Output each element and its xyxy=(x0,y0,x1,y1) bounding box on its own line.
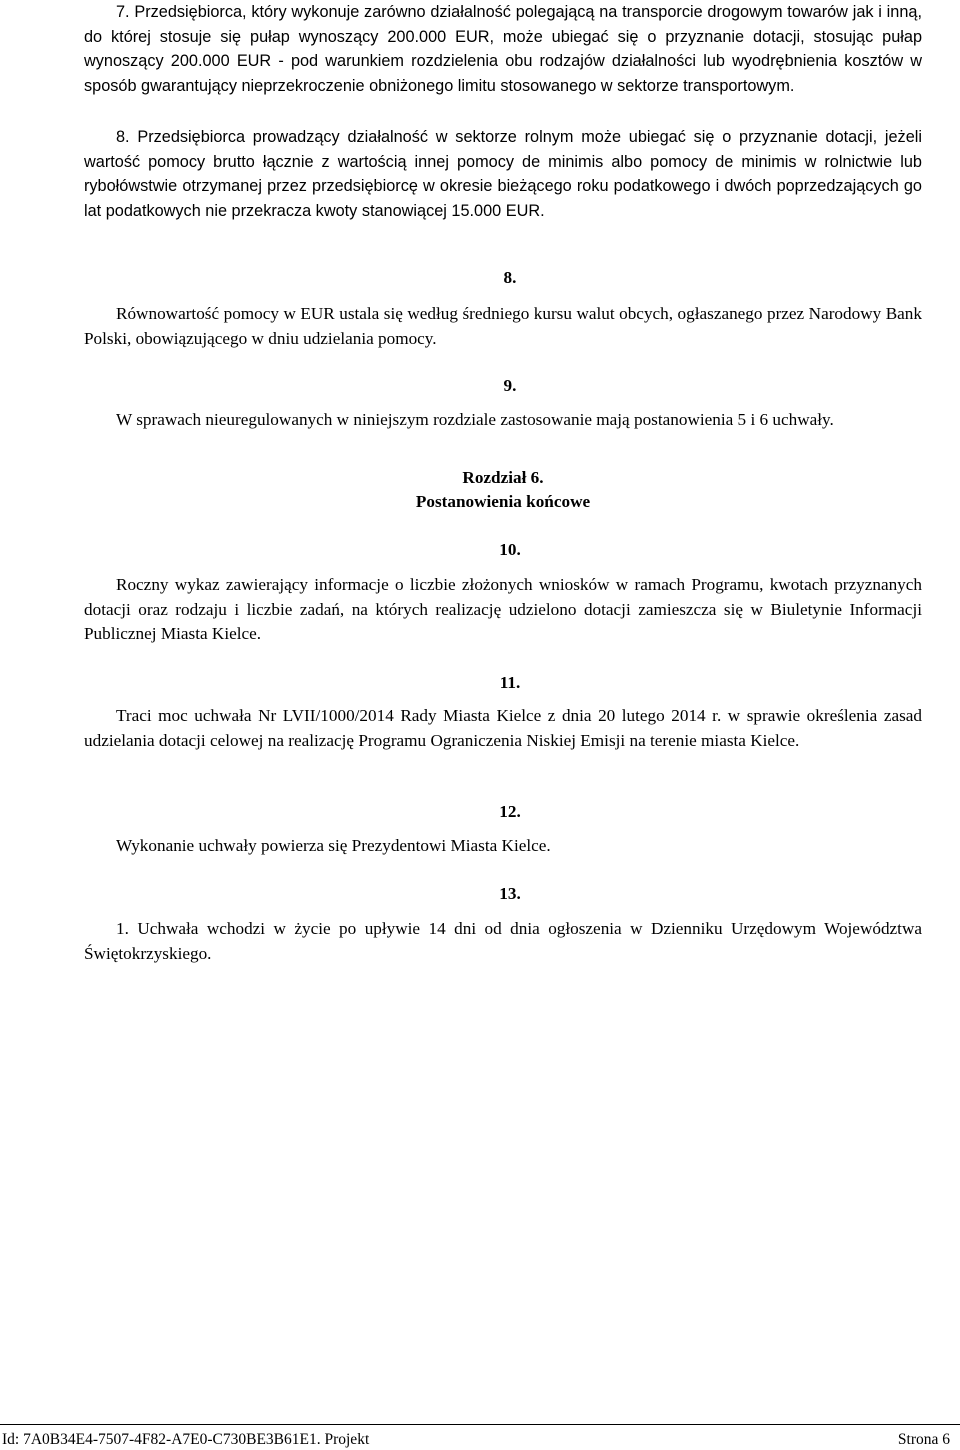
section-8-text: Równowartość pomocy w EUR ustala się według średniego kursu walut obcych, ogłaszanego przez Narodowy Bank Polski, obowiązującego w dniu udzielania pomocy. xyxy=(84,304,922,348)
page-footer xyxy=(0,1424,960,1450)
section-13-heading: 13. xyxy=(499,884,521,903)
section-12-heading: 12. xyxy=(499,802,521,821)
section-9-heading: 9. xyxy=(503,376,517,395)
section-11-text: Traci moc uchwała Nr LVII/1000/2014 Rady Miasta Kielce z dnia 20 lutego 2014 r. w sprawie określenia zasad udzielania dotacji celowej na realizację Programu Ograniczenia Niskiej Emisji na terenie miasta Kielce. xyxy=(84,706,922,750)
page-number: Strona 6 xyxy=(897,1431,950,1448)
chapter-title: Rozdział 6. xyxy=(462,468,544,487)
section-11-heading: 11. xyxy=(499,673,521,692)
section-13-text: 1. Uchwała wchodzi w życie po upływie 14 dni od dnia ogłoszenia w Dzienniku Urzędowym Województwa Świętokrzyskiego. xyxy=(84,919,922,963)
document-id: Id: 7A0B34E4-7507-4F82-A7E0-C730BE3B61E1. Projekt xyxy=(2,1431,370,1448)
paragraph-8: 8. Przedsiębiorca prowadzący działalność w sektorze rolnym może ubiegać się o przyznanie dotacji, jeżeli wartość pomocy brutto łącznie z wartością innej pomocy de minimis albo pomocy de minimis w rolnictwie lub rybołówstwie otrzymanej przez przedsiębiorcę w okresie bieżącego roku podatkowego i dwóch poprzedzających go lat podatkowych nie przekracza kwoty stanowiącej 15.000 EUR. xyxy=(84,128,922,221)
paragraph-7: 7. Przedsiębiorca, który wykonuje zarówno działalność polegającą na transporcie drogowym towarów jak i inną, do której stosuje się pułap wynoszący 200.000 EUR, może ubiegać się o przyznanie dotacji, stosując pułap wynoszący 200.000 EUR - pod warunkiem rozdzielenia obu rodzajów działalności lub wyodrębnienia kosztów w sposób gwarantujący nieprzekroczenie obniżonego limitu stosowanego w sektorze transportowym. xyxy=(84,3,922,96)
section-10-heading: 10. xyxy=(499,540,521,559)
section-8-heading: 8. xyxy=(503,268,517,287)
chapter-subtitle: Postanowienia końcowe xyxy=(415,492,591,511)
section-9-text: W sprawach nieuregulowanych w niniejszym rozdziale zastosowanie mają postanowienia 5 i 6 uchwały. xyxy=(116,410,834,429)
section-12-text: Wykonanie uchwały powierza się Prezydentowi Miasta Kielce. xyxy=(116,836,551,855)
section-10-text: Roczny wykaz zawierający informacje o liczbie złożonych wniosków w ramach Programu, kwotach przyznanych dotacji oraz rodzaju i liczbie zadań, na których realizację udzielono dotacji zamieszcza się w Biuletynie Informacji Publicznej Miasta Kielce. xyxy=(84,575,922,644)
